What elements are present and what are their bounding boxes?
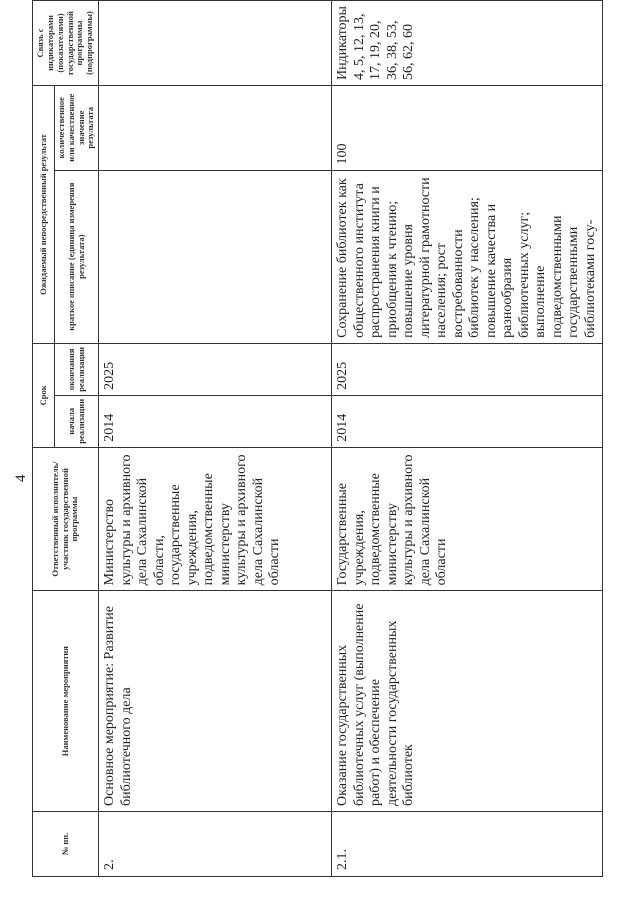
row-result-value	[99, 86, 332, 171]
row-start: 2014	[99, 395, 332, 447]
row-link	[99, 1, 332, 86]
header-num: № пп.	[33, 811, 99, 876]
header-result-value: количественное или качественное значение результата	[55, 86, 99, 171]
header-term: Срок	[33, 343, 55, 447]
header-term-end: окончания реализации	[55, 343, 99, 395]
header-term-start: начала реализации	[55, 395, 99, 447]
row-name: Основное мероприятие: Развитие библиотечного дела	[99, 591, 332, 812]
row-num: 2.1.	[332, 811, 603, 876]
header-link: Связь с индикаторами (показателями) государственной программы (подпрограммы)	[33, 1, 99, 86]
header-result-desc: краткое описание (единица измерения результата)	[55, 170, 99, 343]
header-result: Ожидаемый непосредственный результат	[33, 86, 55, 344]
table-row	[332, 1, 603, 877]
row-name: Оказание государственных библиотечных услуг (выполнение работ) и обеспечение деятельности государственных библиотек	[332, 591, 603, 812]
row-result-value: 100	[332, 86, 603, 171]
row-result-desc: Сохранение библиотек как общественного института распространения книги и приобщения к чтению; повышение уровня литературной грамотности населения; рост востребованности библиотек у населения; повышение качества и разнообразия библиотечных услуг; выполнение подведомственными государственными библиотеками госу-	[332, 170, 603, 343]
row-end: 2025	[332, 343, 603, 395]
row-responsible: Государственные учреждения, подведомственные министерству культуры и архивного дела Сахалинской области	[332, 447, 603, 591]
header-responsible: Ответственный исполнитель/участник государственной программы	[33, 447, 99, 591]
row-num: 2.	[99, 811, 332, 876]
page-number: 4	[13, 474, 29, 482]
row-responsible: Министерство культуры и архивного дела Сахалинской области, государственные учреждения, подведомственные министерству культуры и архивного дела Сахалинской области	[99, 447, 332, 591]
row-link: Индикаторы 4, 5, 12, 13, 17, 19, 20, 36, 38, 53, 56, 62, 60	[332, 1, 603, 86]
header-name: Наименование мероприятия	[33, 591, 99, 812]
measures-table	[32, 0, 603, 877]
row-start: 2014	[332, 395, 603, 447]
row-result-desc	[99, 170, 332, 343]
header-row-1	[33, 1, 55, 877]
table-row	[99, 1, 332, 877]
row-end: 2025	[99, 343, 332, 395]
